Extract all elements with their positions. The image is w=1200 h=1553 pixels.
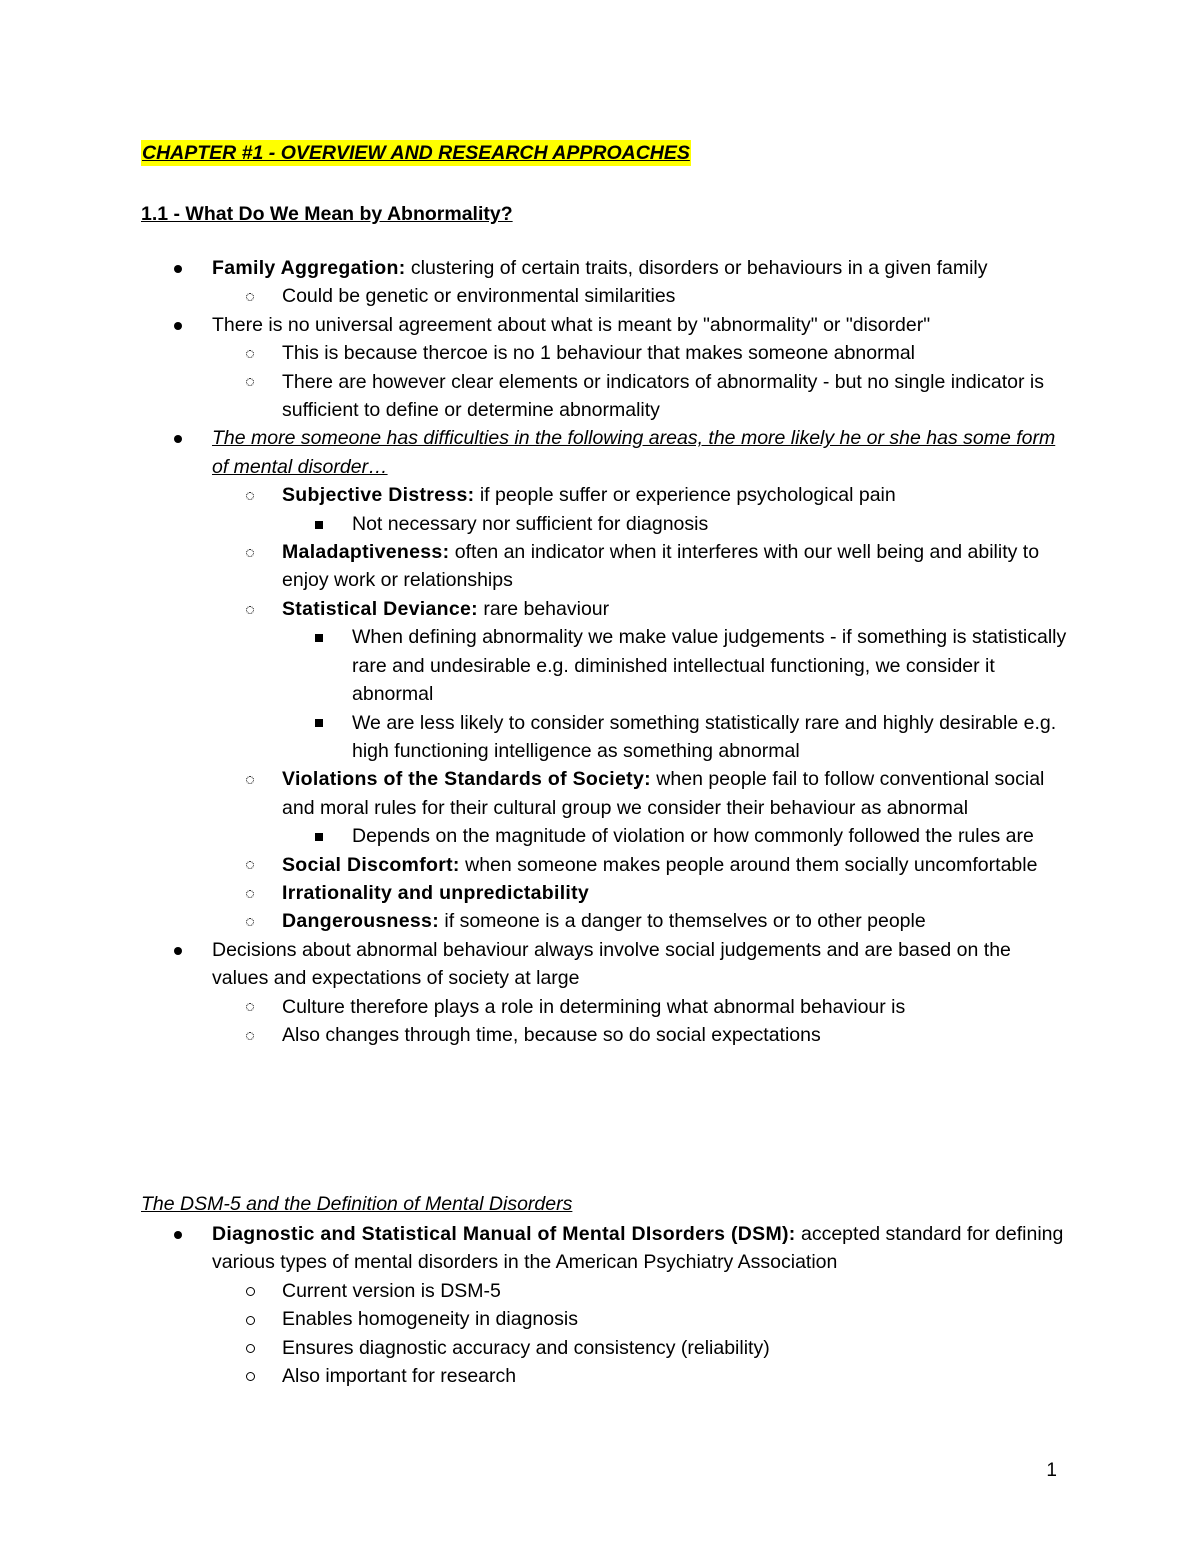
item-text: when someone makes people around them socially uncomfortable <box>459 853 1038 876</box>
item-text: This is because thercoe is no 1 behaviour that makes someone abnormal <box>282 342 916 365</box>
list-item <box>141 254 1071 282</box>
item-text: When defining abnormality we make value judgements - if something is statistically rare and undesirable e.g. diminished intellectual functioning, we consider it abnormal <box>352 626 1067 706</box>
list-item <box>141 1305 1071 1333</box>
term-label: Social Discomfort: <box>282 853 460 876</box>
list-item <box>141 510 1071 538</box>
term-label: Violations of the Standards of Society: <box>282 768 651 791</box>
list-item <box>141 481 1071 509</box>
term-label: Family Aggregation: <box>212 257 406 279</box>
list-item <box>141 1220 1071 1277</box>
list-item <box>141 936 1071 993</box>
bullet-ring-icon <box>246 879 254 907</box>
list-item <box>141 879 1071 907</box>
bullet-ring-icon <box>246 481 254 509</box>
item-text: The more someone has difficulties in the following areas, the more likely he or she has some form of mental disorder… <box>212 427 1056 478</box>
item-text: when people fail to follow conventional social and moral rules for their cultural group we consider their behaviour as abnormal <box>282 768 1045 819</box>
list-item <box>141 1277 1071 1305</box>
bullet-dot-icon <box>174 1220 182 1248</box>
bullet-dot-icon <box>174 936 182 964</box>
bullet-square-icon <box>315 709 323 737</box>
list-item <box>141 709 1071 766</box>
bullet-ring-icon <box>246 339 254 367</box>
list-item <box>141 282 1071 310</box>
item-text: Also important for research <box>282 1365 517 1388</box>
item-text: Ensures diagnostic accuracy and consistency (reliability) <box>282 1336 770 1359</box>
item-text: There is no universal agreement about what is meant by "abnormality" or "disorder" <box>212 313 931 336</box>
chapter-title: CHAPTER #1 - OVERVIEW AND RESEARCH APPROACHES <box>142 142 690 164</box>
item-text: clustering of certain traits, disorders or behaviours in a given family <box>405 257 988 279</box>
list-item <box>141 851 1071 879</box>
item-text: if someone is a danger to themselves or to other people <box>439 910 926 933</box>
bullet-circle-icon <box>246 1277 255 1305</box>
list-item <box>141 424 1071 481</box>
bullet-ring-icon <box>246 595 254 623</box>
page-number: 1 <box>1046 1460 1057 1481</box>
bullet-ring-icon <box>246 282 254 310</box>
bullet-dot-icon <box>174 311 182 339</box>
bullet-circle-icon <box>246 1305 255 1333</box>
bullet-ring-icon <box>246 1021 254 1049</box>
term-label: Diagnostic and Statistical Manual of Mental DIsorders (DSM): <box>212 1223 796 1245</box>
list-item <box>141 907 1071 935</box>
list-item <box>141 1334 1071 1362</box>
item-text: Enables homogeneity in diagnosis <box>282 1308 578 1331</box>
bullet-ring-icon <box>246 993 254 1021</box>
term-label: Maladaptiveness: <box>282 541 450 564</box>
item-text: accepted standard for defining various types of mental disorders in the American Psychiatry Association <box>212 1223 1064 1274</box>
bullet-square-icon <box>315 510 323 538</box>
item-text: Not necessary nor sufficient for diagnosis <box>352 512 709 535</box>
bullet-square-icon <box>315 623 323 651</box>
list-item <box>141 368 1071 425</box>
item-text: Decisions about abnormal behaviour always involve social judgements and are based on the values and expectations of society at large <box>212 938 1011 990</box>
abnormality-list <box>141 254 1071 1049</box>
bullet-ring-icon <box>246 765 254 793</box>
item-text: Culture therefore plays a role in determining what abnormal behaviour is <box>282 995 906 1018</box>
term-label: Irrationality and unpredictability <box>282 881 590 904</box>
list-item <box>141 822 1071 850</box>
item-text: Depends on the magnitude of violation or how commonly followed the rules are <box>352 825 1034 848</box>
dsm-list <box>141 1220 1071 1390</box>
item-text: Current version is DSM-5 <box>282 1279 501 1302</box>
bullet-dot-icon <box>174 254 182 282</box>
list-item <box>141 623 1071 708</box>
bullet-ring-icon <box>246 851 254 879</box>
bullet-ring-icon <box>246 907 254 935</box>
list-item <box>141 595 1071 623</box>
term-label: Dangerousness: <box>282 910 439 933</box>
item-text: often an indicator when it interferes with our well being and ability to enjoy work or relationships <box>282 541 1040 592</box>
item-text: Also changes through time, because so do social expectations <box>282 1023 821 1046</box>
section-heading: 1.1 - What Do We Mean by Abnormality? <box>141 203 513 225</box>
list-item <box>141 993 1071 1021</box>
item-text: Could be genetic or environmental similarities <box>282 285 676 308</box>
list-item <box>141 1362 1071 1390</box>
list-item <box>141 311 1071 339</box>
term-label: Statistical Deviance: <box>282 597 478 620</box>
subsection-heading: The DSM-5 and the Definition of Mental Disorders <box>141 1193 573 1215</box>
bullet-circle-icon <box>246 1334 255 1362</box>
item-text: if people suffer or experience psychological pain <box>474 484 896 507</box>
bullet-ring-icon <box>246 368 254 396</box>
bullet-square-icon <box>315 822 323 850</box>
list-item <box>141 339 1071 367</box>
bullet-ring-icon <box>246 538 254 566</box>
term-label: Subjective Distress: <box>282 484 475 507</box>
item-text: There are however clear elements or indicators of abnormality - but no single indicator is sufficient to define or determine abnormality <box>282 370 1044 422</box>
list-item <box>141 765 1071 822</box>
list-item <box>141 1021 1071 1049</box>
bullet-dot-icon <box>174 424 182 452</box>
item-text: rare behaviour <box>477 597 610 620</box>
item-text: We are less likely to consider something statistically rare and highly desirable e.g. high functioning intelligence as something abnormal <box>352 711 1057 762</box>
list-item <box>141 538 1071 595</box>
bullet-circle-icon <box>246 1362 255 1390</box>
